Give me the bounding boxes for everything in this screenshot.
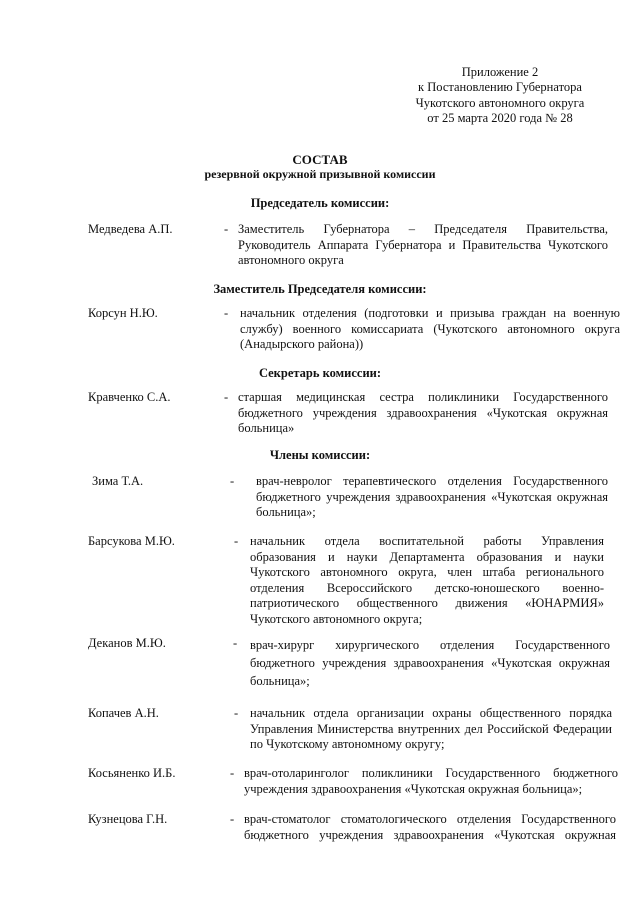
dash: - <box>224 390 229 404</box>
person-role: врач-хирург хирургического отделения Государственного бюджетного учреждения здравоохранения «Чукотская окружная больница»; <box>250 638 610 688</box>
dash: - <box>234 534 239 548</box>
appendix-line-4: от 25 марта 2020 года № 28 <box>427 110 573 125</box>
person-role: врач-отоларинголог поликлиники Государственного бюджетного учреждения здравоохранения «Чукотская окружная больница»; <box>244 766 618 796</box>
person-role: начальник отдела воспитательной работы Управления образования и науки Департамента образования и науки Чукотского автономного округа, член штаба регионального отделения Всероссийского детско-юношеского военно-патриотического общественного движения «ЮНАРМИЯ» Чукотского автономного округа; <box>250 534 604 626</box>
person-name: Барсукова М.Ю. <box>88 534 175 548</box>
person-name: Зима Т.А. <box>92 474 144 488</box>
person-role: старшая медицинская сестра поликлиники Государственного бюджетного учреждения здравоохранения «Чукотская окружная больница» <box>238 390 608 435</box>
appendix-line-3: Чукотского автономного округа <box>415 95 585 110</box>
document-title: СОСТАВ <box>292 152 348 167</box>
person-name: Копачев А.Н. <box>88 706 159 720</box>
appendix-block <box>385 65 615 126</box>
dash: - <box>233 636 238 650</box>
section-secretary: Секретарь комиссии: <box>258 366 382 380</box>
person-name: Корсун Н.Ю. <box>88 306 158 320</box>
section-chairman: Председатель комиссии: <box>250 196 390 210</box>
section-members: Члены комиссии: <box>269 448 371 462</box>
person-role: начальник отделения (подготовки и призыва граждан на военную службу) военного комиссариата (Чукотского автономного округа (Анадырского района)) <box>240 306 620 351</box>
dash: - <box>230 474 235 488</box>
person-role: врач-стоматолог стоматологического отделения Государственного бюджетного учреждения здравоохранения «Чукотская окружная <box>244 812 616 842</box>
person-role: Заместитель Губернатора – Председателя Правительства, Руководитель Аппарата Губернатора и Правительства Чукотского автономного округа <box>238 222 608 267</box>
appendix-line-1: Приложение 2 <box>461 65 539 79</box>
person-name: Кравченко С.А. <box>88 390 171 404</box>
dash: - <box>234 706 239 720</box>
person-name: Кузнецова Г.Н. <box>88 812 168 826</box>
dash: - <box>224 222 229 236</box>
person-name: Косьяненко И.Б. <box>88 766 176 780</box>
section-deputy: Заместитель Председателя комиссии: <box>213 282 427 296</box>
person-name: Медведева А.П. <box>88 222 173 236</box>
person-name: Деканов М.Ю. <box>88 636 166 650</box>
dash: - <box>224 306 229 320</box>
document-subtitle: резервной окружной призывной комиссии <box>204 167 436 181</box>
dash: - <box>230 812 235 826</box>
person-role: врач-невролог терапевтического отделения Государственного бюджетного учреждения здравоохранения «Чукотская окружная больница»; <box>256 474 608 519</box>
person-role: начальник отдела организации охраны общественного порядка Управления Министерства внутренних дел Российской Федерации по Чукотскому автономному округу; <box>250 706 612 751</box>
dash: - <box>230 766 235 780</box>
appendix-line-2: к Постановлению Губернатора <box>418 80 582 95</box>
